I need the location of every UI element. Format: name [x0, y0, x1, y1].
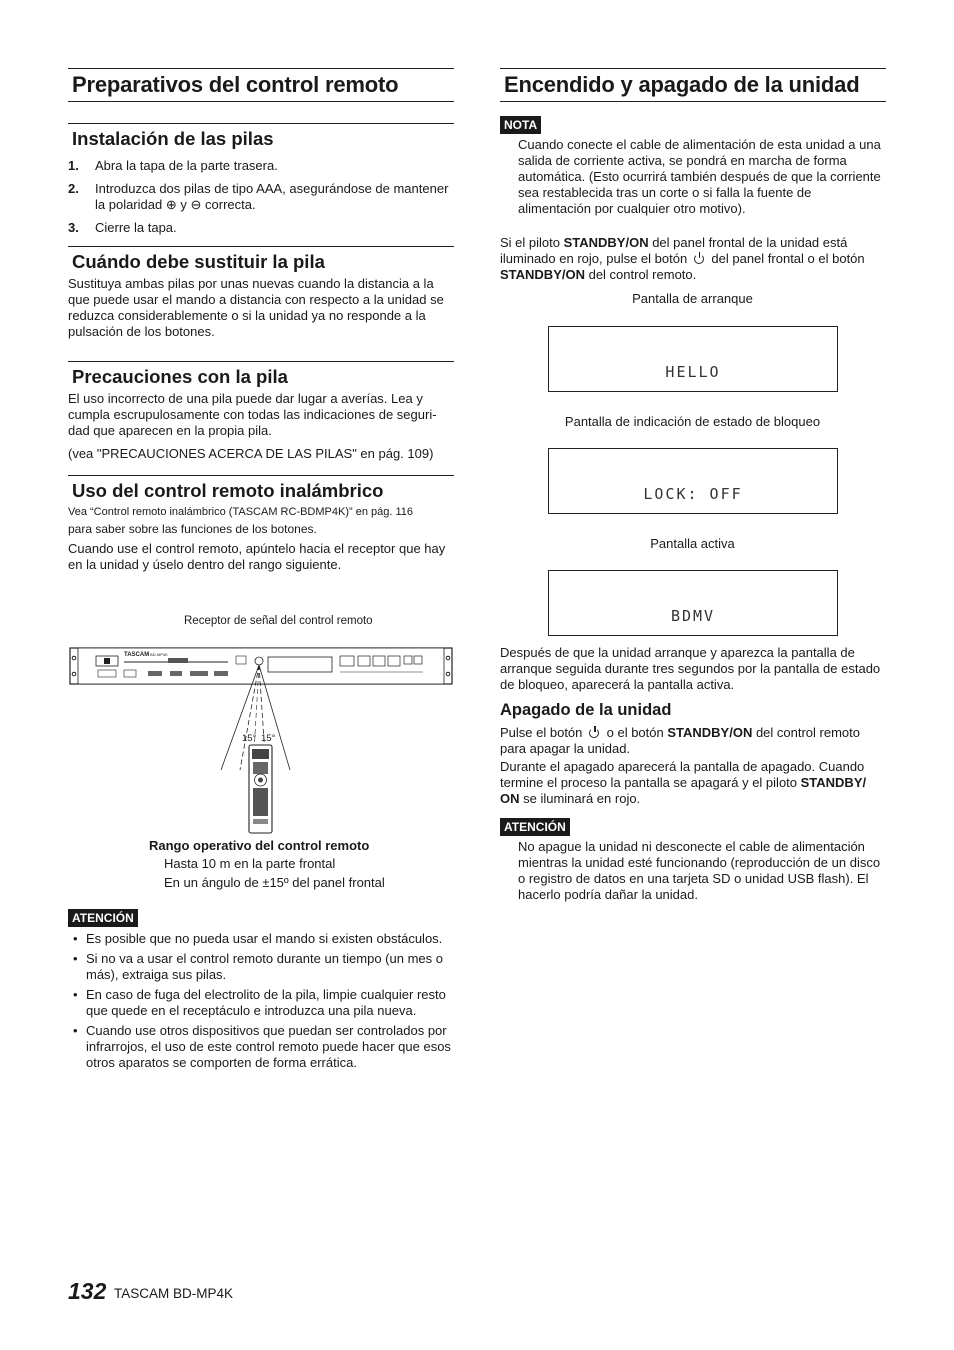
install-step-2: 2. Introduzca dos pilas de tipo AAA, asegurándose de mantener la polaridad ⊕ y ⊖ correcta. [68, 181, 449, 212]
power-icon [589, 727, 600, 738]
install-steps [68, 158, 454, 236]
angle-right-label: 15° [261, 733, 276, 744]
unit-brand: TASCAM [124, 652, 150, 658]
power-off-p2: Durante el apagado aparecerá la pantalla de apagado. Cuando termine el proceso la pantalla se apagará y el piloto STANDBY/ ON se iluminará en rojo. [500, 759, 867, 806]
right-column [500, 68, 886, 283]
caution-badge-left: ATENCIÓN [68, 909, 138, 927]
section-title-power: Encendido y apagado de la unidad [500, 68, 886, 102]
wireless-ref-small: Vea “Control remoto inalámbrico (TASCAM RC-BDMP4K)” en pág. 116 [68, 506, 413, 518]
minus-polarity-icon: ⊖ [190, 197, 202, 212]
remote-range-figure [68, 628, 454, 838]
heading-power-off: Apagado de la unidad [500, 701, 672, 719]
range-title: Rango operativo del control remoto [149, 838, 370, 853]
heading-battery-replace: Cuándo debe sustituir la pila [68, 246, 454, 273]
caution-list-left [68, 931, 454, 1075]
plus-polarity-icon: ⊕ [165, 197, 177, 212]
unit-model: BD-MP4K [150, 652, 168, 657]
left-column [68, 68, 454, 573]
caution-item: • Cuando use otros dispositivos que puedan ser controlados por infrarrojos, el uso de este control remoto puede hacer que esos otros aparatos se comporten de forma errática. [68, 1023, 454, 1071]
footer-product: TASCAM BD-MP4K [114, 1286, 234, 1301]
caution-body-right: No apague la unidad ni desconecte el cable de alimentación mientras la unidad esté funcionando (reproducción de un disco o registro de datos en una tarjeta SD o unidad USB flash). El hacerlo podría dañar la unidad. [518, 839, 881, 902]
heading-battery-install: Instalación de las pilas [68, 123, 454, 150]
note-body: Cuando conecte el cable de alimentación de esta unidad a una salida de corriente activa, se pondrá en marcha de forma automática. (Esto ocurrirá también después de que la corriente sea restablecida tras un corte o si falla la fuente de alimentación por cualquier otro motivo). [518, 137, 881, 216]
power-off-p1: Pulse el botón o el botón STANDBY/ON del control remoto para apagar la unidad. [500, 725, 860, 756]
receiver-label: Receptor de señal del control remoto [184, 615, 373, 627]
heading-wireless-remote: Uso del control remoto inalámbrico [68, 475, 454, 502]
caution-badge-right: ATENCIÓN [500, 818, 570, 836]
screen-caption-startup: Pantalla de arranque [632, 291, 753, 306]
wireless-body: Cuando use el control remoto, apúntelo hacia el receptor que hay en la unidad y úselo dentro del rango siguiente. [68, 541, 446, 572]
replace-body: Sustituya ambas pilas por unas nuevas cuando la distancia a la que puede usar el mando a distancia con respecto a la unidad se reduzca considerablemente o si la unidad ya no responde a la pulsación de los botones. [68, 276, 444, 339]
caution-item: • Si no va a usar el control remoto durante un tiempo (un mes o más), extraiga sus pilas. [68, 951, 454, 983]
after-startup-text: Después de que la unidad arranque y aparezca la pantalla de arranque seguida durante tres segundos por la pantalla de estado de bloqueo, aparecerá la pantalla activa. [500, 645, 881, 692]
caution-item: • En caso de fuga del electrolito de la pila, limpie cualquier resto que quede en el receptáculo e introduzca una pila nueva. [68, 987, 454, 1019]
section-title-remote-prep: Preparativos del control remoto [68, 68, 454, 102]
lcd-startup: HELLO [548, 326, 838, 392]
install-step-3: 3. Cierre la tapa. [68, 220, 177, 235]
range-line-1: Hasta 10 m en la parte frontal [164, 856, 336, 871]
page-number: 132 [68, 1278, 107, 1304]
note-badge: NOTA [500, 116, 886, 134]
lcd-lock: LOCK: OFF [548, 448, 838, 514]
precautions-body: El uso incorrecto de una pila puede dar lugar a averías. Lea y cumpla escrupulosamente con todas las indicaciones de seguri-dad que aparecen en la propia pila. [68, 391, 437, 438]
range-line-2: En un ángulo de ±15º del panel frontal [164, 875, 385, 890]
install-step-1: 1. Abra la tapa de la parte trasera. [68, 158, 278, 173]
wireless-ref-cont: para saber sobre las funciones de los botones. [68, 522, 317, 536]
heading-battery-precautions: Precauciones con la pila [68, 361, 454, 388]
screen-caption-lock: Pantalla de indicación de estado de bloqueo [564, 414, 821, 429]
caution-item: • Es posible que no pueda usar el mando si existen obstáculos. [68, 931, 454, 947]
precautions-ref: (vea "PRECAUCIONES ACERCA DE LAS PILAS" en pág. 109) [68, 446, 434, 461]
angle-left-label: 15° [242, 733, 257, 744]
lcd-active: BDMV [548, 570, 838, 636]
screen-caption-active: Pantalla activa [650, 536, 735, 551]
power-icon [694, 253, 705, 264]
standby-paragraph: Si el piloto STANDBY/ON del panel frontal de la unidad está iluminado en rojo, pulse el botón del panel frontal o el botón STANDBY/ON del control remoto. [500, 235, 865, 282]
